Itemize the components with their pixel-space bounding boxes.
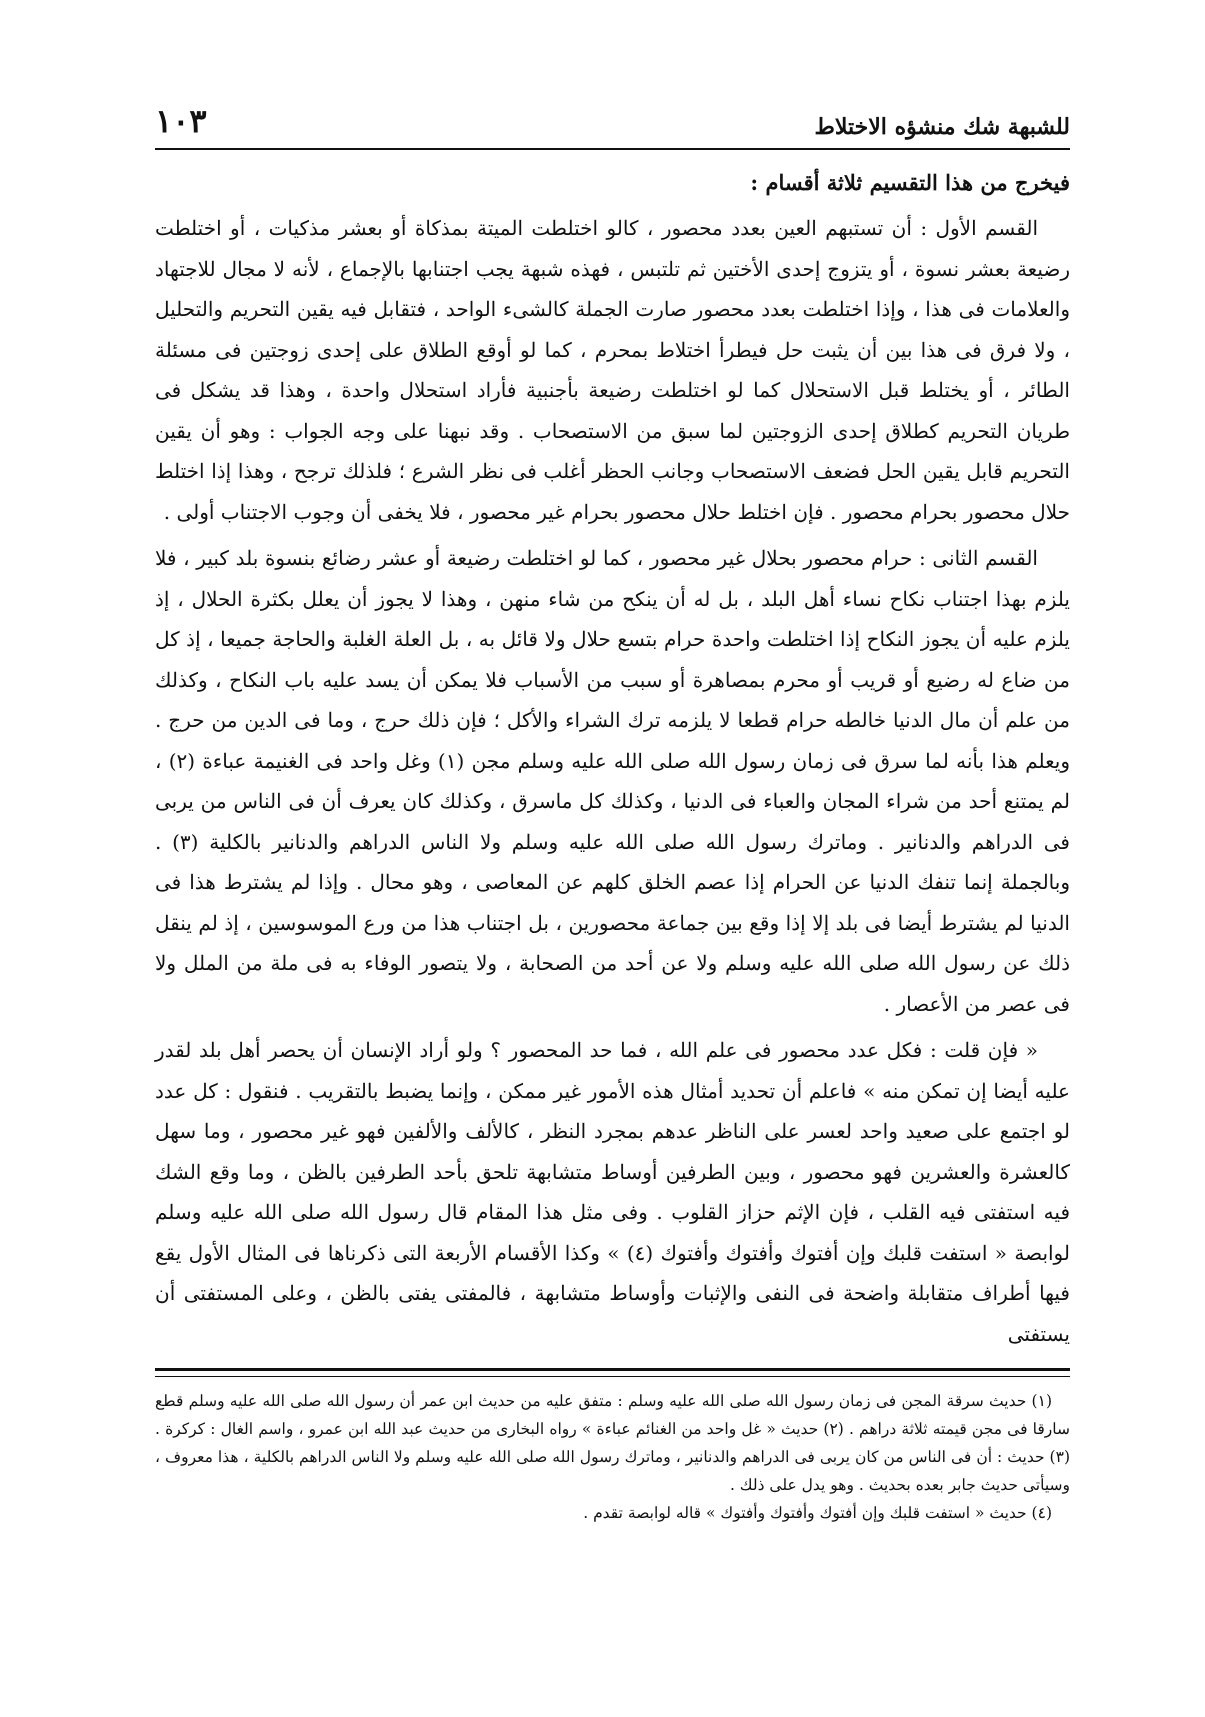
footnote-block: (١) حديث سرقة المجن فى زمان رسول الله صلى الله عليه وسلم : متفق عليه من حديث ابن عمر أن رسول الله صلى الله عليه وسلم قطع سارقا فى مجن قيمته ثلاثة دراهم . (٢) حديث « غل واحد من الغنائم عباءة » رواه البخارى من حديث عبد الله ابن عمرو ، واسم الغال : كركرة . (٣) حديث : أن فى الناس من كان يربى فى الدراهم والدنانير ، وماترك رسول الله صلى الله عليه وسلم ولا الناس الدراهم بالكلية ، هذا معروف ، وسيأتى حديث جابر بعده بحديث . وهو يدل على ذلك .	[155, 1392, 1070, 1494]
section-lead: فيخرج من هذا التقسيم ثلاثة أقسام :	[750, 170, 1070, 195]
paragraph-second-category: القسم الثانى : حرام محصور بحلال غير محصور ، كما لو اختلطت رضيعة أو عشر رضائع بنسوة بلد كبير ، فلا يلزم بهذا اجتناب نكاح نساء أهل البلد ، بل له أن ينكح من شاء منهن ، وهذا لا يجوز أن يعلل بكثرة الحلال ، إذ يلزم عليه أن يجوز النكاح إذا اختلطت واحدة حرام بتسع حلال ولا قائل به ، بل العلة الغلبة والحاجة جميعا ، إذ كل من ضاع له رضيع أو قريب أو محرم بمصاهرة أو سبب من الأسباب فلا يمكن أن يسد عليه باب النكاح ، وكذلك من علم أن مال الدنيا خالطه حرام قطعا لا يلزمه ترك الشراء والأكل ؛ فإن ذلك حرج ، وما فى الدين من حرج . ويعلم هذا بأنه لما سرق فى زمان رسول الله صلى الله عليه وسلم مجن (١) وغل واحد فى الغنيمة عباءة (٢) ، لم يمتنع أحد من شراء المجان والعباء فى الدنيا ، وكذلك كل ماسرق ، وكذلك كان يعرف أن فى الناس من يربى فى الدراهم والدنانير . وماترك رسول الله صلى الله عليه وسلم ولا الناس الدراهم والدنانير بالكلية (٣) . وبالجملة إنما تنفك الدنيا عن الحرام إذا عصم الخلق كلهم عن المعاصى ، وهو محال . وإذا لم يشترط هذا فى الدنيا لم يشترط أيضا فى بلد إلا إذا وقع بين جماعة محصورين ، بل اجتناب هذا من ورع الموسوسين ، إذ لم ينقل ذلك عن رسول الله صلى الله عليه وسلم ولا عن أحد من الصحابة ، ولا يتصور الوفاء به فى ملة من الملل ولا فى عصر من الأعصار .	[155, 546, 1071, 1016]
paragraph-limit-question: « فإن قلت : فكل عدد محصور فى علم الله ، فما حد المحصور ؟ ولو أراد الإنسان أن يحصر أهل بلد لقدر عليه أيضا إن تمكن منه » فاعلم أن تحديد أمثال هذه الأمور غير ممكن ، وإنما يضبط بالتقريب . فنقول : كل عدد لو اجتمع على صعيد واحد لعسر على الناظر عدهم بمجرد النظر ، كالألف والألفين فهو غير محصور ، وما سهل كالعشرة والعشرين فهو محصور ، وبين الطرفين أوساط متشابهة تلحق بأحد الطرفين بالظن ، وما وقع الشك فيه استفتى فيه القلب ، فإن الإثم حزاز القلوب . وفى مثل هذا المقام قال رسول الله صلى الله عليه وسلم لوابصة « استفت قلبك وإن أفتوك وأفتوك وأفتوك (٤) » وكذا الأقسام الأربعة التى ذكرناها فى المثال الأول يقع فيها أطراف متقابلة واضحة فى النفى والإثبات وأوساط متشابهة ، فالمفتى يفتى بالظن ، وعلى المستفتى أن يستفتى	[155, 1038, 1070, 1346]
footnote-divider	[155, 1368, 1070, 1377]
footnotes	[155, 1387, 1070, 1527]
main-text	[155, 164, 1070, 1354]
running-title: للشبهة شك منشؤه الاختلاط	[814, 114, 1070, 140]
running-header	[155, 100, 1070, 150]
footnote-block: (٤) حديث « استفت قلبك وإن أفتوك وأفتوك وأفتوك » قاله لوابصة تقدم .	[583, 1504, 1052, 1522]
paragraph-first-category: القسم الأول : أن تستبهم العين بعدد محصور ، كالو اختلطت الميتة بمذكاة أو بعشر مذكيات ، أو اختلطت رضيعة بعشر نسوة ، أو يتزوج إحدى الأختين ثم تلتبس ، فهذه شبهة يجب اجتنابها بالإجماع ، لأنه لا مجال للاجتهاد والعلامات فى هذا ، وإذا اختلطت بعدد محصور صارت الجملة كالشىء الواحد ، فتقابل فيه يقين التحريم والتحليل ، ولا فرق فى هذا بين أن يثبت حل فيطرأ اختلاط بمحرم ، كما لو أوقع الطلاق على إحدى زوجتين فى مسئلة الطائر ، أو يختلط قبل الاستحلال كما لو اختلطت رضيعة بأجنبية فأراد استحلال واحدة ، وهذا قد يشكل فى طريان التحريم كطلاق إحدى الزوجتين لما سبق من الاستصحاب . وقد نبهنا على وجه الجواب : وهو أن يقين التحريم قابل يقين الحل فضعف الاستصحاب وجانب الحظر أغلب فى نظر الشرع ؛ فلذلك ترجح ، وهذا إذا اختلط حلال محصور بحرام محصور . فإن اختلط حلال محصور بحرام غير محصور ، فلا يخفى أن وجوب الاجتناب أولى .	[155, 216, 1070, 524]
page-number: ١٠٣	[155, 102, 207, 140]
